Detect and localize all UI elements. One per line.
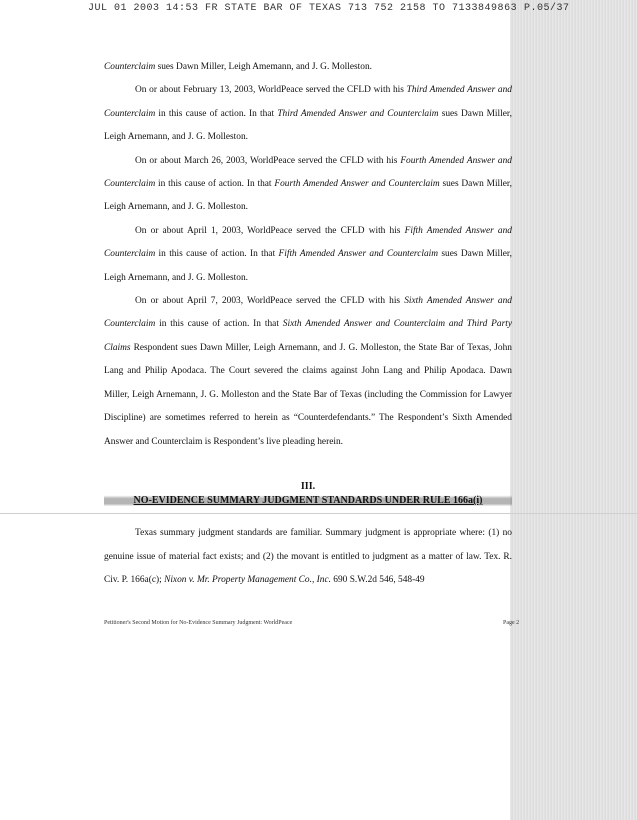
section-paragraph [104,522,512,592]
section-body [104,513,512,602]
text-run: Respondent sues Dawn Miller, Leigh Arnemann, and J. G. Molleston, the State Bar of Texas, John Lang and Philip Apodaca. The Court severed the claims against John Lang and Philip Apodaca. Dawn Miller, Leigh Arnemann, J. G. Molleston and the State Bar of Texas (including the Commission for Lawyer Discipline) are sometimes referred to herein as “Counterdefendants.” The Respondent’s Sixth Amended Answer and Counterclaim is Respondent’s live pleading herein. [104,342,512,447]
text-run: On or about February 13, 2003, WorldPeace served the CFLD with his [135,85,407,96]
text-run: in this cause of action. In that [155,319,283,330]
italic-text-run: Third Amended Answer and Counterclaim [104,85,512,119]
section-title: NO-EVIDENCE SUMMARY JUDGMENT STANDARDS UNDER RULE 166a(i) [104,494,512,507]
text-run: sues Dawn Miller, Leigh Arnemann, and J. G. Molleston. [104,249,512,283]
text-run: On or about April 1, 2003, WorldPeace served the CFLD with his [135,225,405,236]
italic-text-run: Nixon v. Mr. Property Management Co., Inc. [164,575,331,586]
text-run: On or about April 7, 2003, WorldPeace served the CFLD with his [135,296,405,307]
fax-header-page: P.05/37 [524,3,570,14]
text-run: On or about March 26, 2003, WorldPeace served the CFLD with his [135,155,401,166]
fax-header-transmission: JUL 01 2003 14:53 FR STATE BAR OF TEXAS 713 752 2158 TO 7133849863 [88,3,518,14]
body-paragraph [104,56,512,79]
document-body [104,56,512,454]
body-paragraph [104,290,512,454]
footer-page-number: Page 2 [503,620,520,626]
italic-text-run: Fifth Amended Answer and Counterclaim [278,249,439,260]
text-run: sues Dawn Miller, Leigh Arnemann, and J. G. Molleston. [104,179,513,213]
section-number: III. [300,481,316,492]
body-paragraph [104,79,512,149]
italic-text-run: Third Amended Answer and Counterclaim [277,108,439,119]
fax-header [0,0,637,22]
italic-text-run: Sixth Amended Answer and Counterclaim and Third Party Claims [104,319,512,353]
text-run: Texas summary judgment standards are familiar. Summary judgment is appropriate where: (1) no genuine issue of material fact exists; and (2) the movant is entitled to judgment as a matter of law. Tex. R. Civ. P. 166a(c); [104,528,512,586]
italic-text-run: Fourth Amended Answer and Counterclaim [274,179,440,190]
section-heading [104,480,512,507]
italic-text-run: Fourth Amended Answer and Counterclaim [104,155,512,190]
text-run: sues Dawn Miller, Leigh Arnemann, and J. G. Molleston. [104,108,512,143]
body-paragraph [104,150,512,220]
text-run: in this cause of action. In that [155,179,275,190]
italic-text-run: Fifth Amended Answer and Counterclaim [104,225,512,260]
footer-caption: Petitioner's Second Motion for No-Evidence Summary Judgment: WorldPeace [104,620,293,626]
text-run: in this cause of action. In that [155,108,278,119]
fax-edge-strip [510,0,637,820]
italic-text-run: Sixth Amended Answer and Counterclaim [104,296,512,330]
text-run: in this cause of action. In that [155,249,279,260]
text-run: sues Dawn Miller, Leigh Amemann, and J. G. Molleston. [155,62,373,72]
text-run: 690 S.W.2d 546, 548-49 [330,575,425,586]
body-paragraph [104,220,512,290]
italic-text-run: Counterclaim [104,62,156,72]
